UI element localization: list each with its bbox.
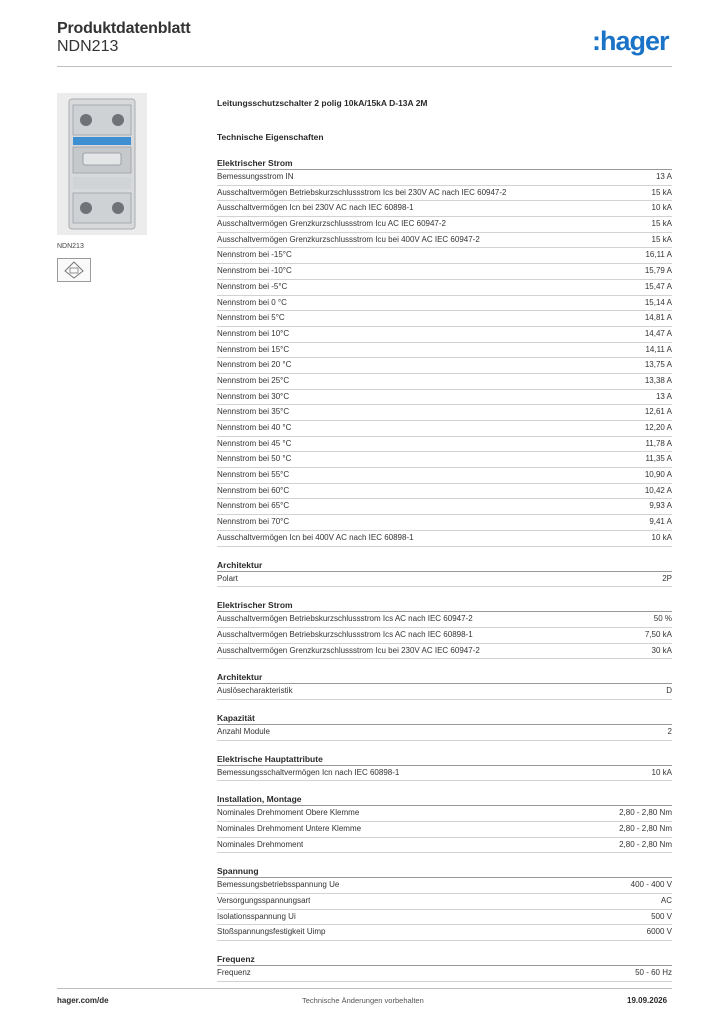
spec-value: 15 kA	[651, 187, 672, 197]
hager-logo: :hager	[592, 26, 669, 56]
spec-row	[217, 484, 672, 500]
spec-label: Bemessungsschaltvermögen Icn nach IEC 60898-1	[217, 767, 400, 777]
spec-value: 14,11 A	[645, 344, 672, 354]
spec-value: 2	[667, 726, 672, 736]
spec-value: 2,80 - 2,80 Nm	[619, 839, 672, 849]
spec-label: Ausschaltvermögen Betriebskurzschlussstrom Ics bei 230V AC nach IEC 60947-2	[217, 187, 507, 197]
spec-row	[217, 233, 672, 249]
circuit-breaker-illustration	[57, 93, 147, 235]
spec-label: Ausschaltvermögen Icn bei 230V AC nach IEC 60898-1	[217, 203, 414, 213]
spec-value: 10,90 A	[644, 470, 672, 480]
footer-note: Technische Änderungen vorbehalten	[302, 996, 424, 1005]
spec-label: Isolationsspannung Ui	[217, 911, 296, 921]
spec-row	[217, 311, 672, 327]
footer-divider	[57, 988, 672, 989]
spec-label: Nominales Drehmoment Obere Klemme	[217, 808, 360, 818]
spec-value: 13,38 A	[644, 375, 672, 385]
spec-label: Ausschaltvermögen Grenzkurzschlussstrom Icu AC IEC 60947-2	[217, 219, 446, 229]
spec-value: 400 - 400 V	[630, 880, 672, 890]
section-title: Kapazität	[217, 712, 672, 725]
spec-value: 500 V	[651, 911, 672, 921]
spec-label: Nennstrom bei 5°C	[217, 313, 285, 323]
spec-row	[217, 628, 672, 644]
spec-section	[217, 671, 672, 700]
spec-row	[217, 343, 672, 359]
spec-section	[217, 157, 672, 547]
spec-row	[217, 499, 672, 515]
spec-label: Nennstrom bei 0 °C	[217, 297, 287, 307]
header-divider	[57, 66, 672, 67]
spec-value: 13,75 A	[644, 360, 672, 370]
footer-date: 19.09.2026	[627, 996, 668, 1005]
spec-label: Versorgungsspannungsart	[217, 896, 311, 906]
spec-label: Nennstrom bei 40 °C	[217, 423, 292, 432]
spec-row	[217, 572, 672, 588]
spec-label: Ausschaltvermögen Betriebskurzschlussstrom Ics AC nach IEC 60947-2	[217, 614, 473, 624]
spec-row	[217, 468, 672, 484]
section-title: Elektrische Hauptattribute	[217, 753, 672, 766]
spec-value: 11,78 A	[645, 438, 672, 448]
spec-label: Nennstrom bei -5°C	[217, 281, 288, 291]
spec-row	[217, 894, 672, 910]
spec-section	[217, 712, 672, 741]
spec-value: 6000 V	[646, 927, 672, 937]
spec-row	[217, 515, 672, 531]
spec-row	[217, 437, 672, 453]
footer-website[interactable]: hager.com/de	[57, 996, 109, 1005]
spec-row	[217, 766, 672, 782]
spec-row	[217, 327, 672, 343]
spec-label: Polart	[217, 573, 238, 583]
section-title: Architektur	[217, 671, 672, 684]
spec-value: 10,42 A	[644, 485, 672, 495]
spec-label: Nennstrom bei -15°C	[217, 250, 292, 260]
spec-value: D	[666, 686, 672, 696]
spec-value: 12,61 A	[644, 407, 672, 417]
spec-value: 50 - 60 Hz	[635, 968, 672, 978]
product-code: NDN213	[57, 38, 119, 55]
spec-value: 10 kA	[651, 532, 672, 542]
spec-value: 15,79 A	[644, 266, 672, 276]
spec-section	[217, 753, 672, 782]
spec-label: Nennstrom bei -10°C	[217, 266, 292, 276]
spec-label: Nennstrom bei 45 °C	[217, 438, 292, 448]
spec-row	[217, 925, 672, 941]
spec-row	[217, 644, 672, 660]
spec-row	[217, 725, 672, 741]
spec-value: 11,35 A	[645, 454, 672, 464]
spec-row	[217, 838, 672, 854]
spec-label: Ausschaltvermögen Icn bei 400V AC nach IEC 60898-1	[217, 532, 414, 542]
spec-value: 9,93 A	[649, 501, 672, 511]
spec-label: Nennstrom bei 60°C	[217, 485, 290, 495]
spec-value: 14,47 A	[644, 328, 672, 338]
section-title: Architektur	[217, 559, 672, 572]
spec-value: 10 kA	[651, 767, 672, 777]
spec-label: Auslösecharakteristik	[217, 686, 293, 696]
image-caption: NDN213	[57, 243, 84, 250]
spec-sections	[217, 157, 672, 982]
spec-value: 13 A	[655, 391, 672, 401]
product-title: Leitungsschutzschalter 2 polig 10kA/15kA D-13A 2M	[217, 98, 428, 108]
spec-label: Stoßspannungsfestigkeit Uimp	[217, 927, 326, 937]
spec-row	[217, 248, 672, 264]
spec-label: Nennstrom bei 50 °C	[217, 454, 292, 464]
spec-value: 50 %	[653, 614, 672, 624]
product-image	[57, 93, 147, 235]
spec-label: Nennstrom bei 55°C	[217, 470, 290, 480]
spec-value: 13 A	[655, 172, 672, 181]
spec-value: 15 kA	[651, 234, 672, 244]
spec-label: Nennstrom bei 25°C	[217, 375, 290, 385]
spec-value: 14,81 A	[644, 313, 672, 323]
spec-row	[217, 806, 672, 822]
spec-value: 15 kA	[651, 219, 672, 229]
spec-section	[217, 865, 672, 941]
spec-value: 30 kA	[651, 645, 672, 655]
tech-heading: Technische Eigenschaften	[217, 132, 324, 142]
spec-label: Nennstrom bei 65°C	[217, 501, 290, 511]
spec-value: 15,47 A	[644, 281, 672, 291]
spec-label: Ausschaltvermögen Grenzkurzschlussstrom Icu bei 230V AC IEC 60947-2	[217, 645, 480, 655]
spec-row	[217, 421, 672, 437]
spec-label: Nennstrom bei 35°C	[217, 407, 290, 417]
spec-label: Nominales Drehmoment	[217, 839, 304, 849]
spec-section	[217, 599, 672, 659]
spec-label: Nominales Drehmoment Untere Klemme	[217, 824, 362, 833]
spec-value: 2,80 - 2,80 Nm	[619, 808, 672, 818]
spec-label: Bemessungsbetriebsspannung Ue	[217, 880, 340, 890]
spec-label: Bemessungsstrom IN	[217, 172, 294, 181]
spec-row	[217, 966, 672, 982]
spec-row	[217, 878, 672, 894]
spec-label: Nennstrom bei 10°C	[217, 328, 290, 338]
spec-row	[217, 612, 672, 628]
spec-row	[217, 201, 672, 217]
spec-row	[217, 531, 672, 547]
spec-value: 15,14 A	[644, 297, 672, 307]
spec-value: 12,20 A	[644, 423, 672, 432]
spec-value: 7,50 kA	[644, 629, 672, 639]
spec-section	[217, 793, 672, 853]
spec-label: Nennstrom bei 30°C	[217, 391, 290, 401]
spec-value: 2,80 - 2,80 Nm	[619, 824, 672, 833]
section-title: Elektrischer Strom	[217, 599, 672, 612]
section-title: Installation, Montage	[217, 793, 672, 806]
spec-label: Ausschaltvermögen Grenzkurzschlussstrom Icu bei 400V AC IEC 60947-2	[217, 234, 480, 244]
spec-value: 9,41 A	[649, 517, 672, 527]
spec-section	[217, 559, 672, 588]
spec-row	[217, 910, 672, 926]
spec-row	[217, 405, 672, 421]
spec-label: Nennstrom bei 70°C	[217, 517, 290, 527]
datasheet-content	[217, 97, 672, 994]
spec-row	[217, 358, 672, 374]
spec-label: Anzahl Module	[217, 726, 270, 736]
spec-row	[217, 170, 672, 186]
section-title: Elektrischer Strom	[217, 157, 672, 170]
spec-row	[217, 280, 672, 296]
spec-row	[217, 186, 672, 202]
page-title: Produktdatenblatt	[57, 20, 191, 37]
spec-row	[217, 296, 672, 312]
spec-section	[217, 953, 672, 982]
spec-label: Ausschaltvermögen Betriebskurzschlussstrom Ics AC nach IEC 60898-1	[217, 629, 473, 639]
spec-value: 16,11 A	[645, 250, 672, 260]
spec-label: Nennstrom bei 20 °C	[217, 360, 292, 370]
spec-row	[217, 374, 672, 390]
spec-row	[217, 822, 672, 838]
certification-badge	[57, 258, 91, 282]
spec-row	[217, 684, 672, 700]
spec-value: AC	[660, 896, 672, 906]
spec-label: Nennstrom bei 15°C	[217, 344, 290, 354]
section-title: Spannung	[217, 865, 672, 878]
certification-icon	[58, 259, 90, 281]
spec-row	[217, 264, 672, 280]
spec-row	[217, 390, 672, 406]
spec-value: 10 kA	[651, 203, 672, 213]
spec-row	[217, 452, 672, 468]
spec-value: 2P	[662, 573, 672, 583]
spec-label: Frequenz	[217, 968, 251, 978]
spec-row	[217, 217, 672, 233]
section-title: Frequenz	[217, 953, 672, 966]
